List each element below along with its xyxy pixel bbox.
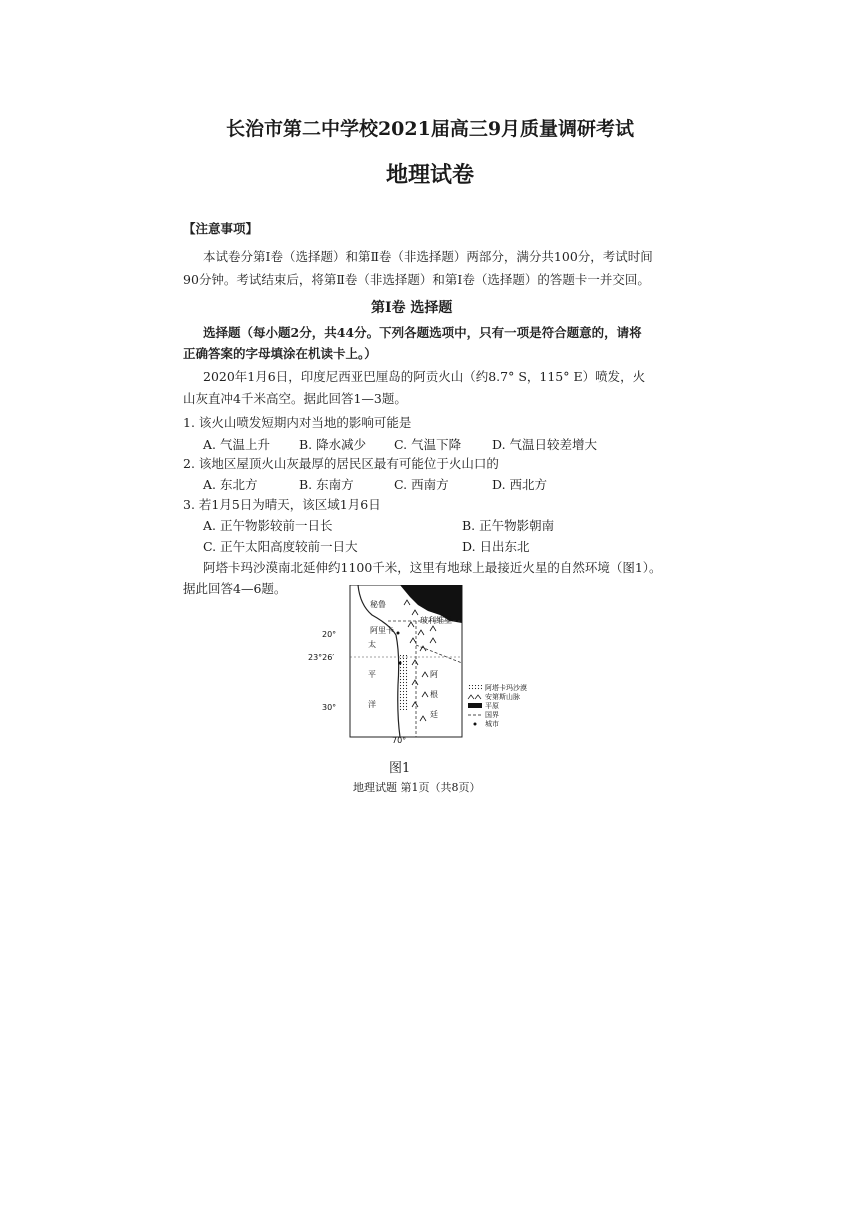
label-peru: 秘鲁	[370, 600, 386, 609]
figure-caption: 图1	[389, 761, 411, 776]
legend-city-swatch	[474, 723, 477, 726]
legend-border: 国界	[485, 711, 499, 719]
label-argentina-1: 阿	[430, 670, 438, 679]
atacama-map	[300, 585, 540, 745]
question-2-option-b: B. 东南方	[299, 477, 354, 492]
section-instruction-2: 正确答案的字母填涂在机读卡上。）	[183, 346, 377, 361]
question-2-stem: 2. 该地区屋顶火山灰最厚的居民区最有可能位于火山口的	[183, 456, 499, 471]
lat-label-23-26: 23°26′	[308, 653, 335, 662]
city-marker	[397, 632, 400, 635]
question-2-option-a: A. 东北方	[203, 477, 258, 492]
map-legend	[468, 683, 527, 728]
label-pacific-1: 太	[368, 640, 376, 649]
question-3-option-c: C. 正午太阳高度较前一日大	[203, 539, 358, 554]
section-title: 第Ⅰ卷 选择题	[371, 300, 453, 316]
label-arica: 阿里卡	[370, 626, 394, 635]
question-3-option-b: B. 正午物影朝南	[462, 518, 555, 533]
question-1-option-b: B. 降水减少	[299, 437, 367, 452]
legend-desert: 阿塔卡玛沙漠	[485, 684, 527, 692]
page-footer: 地理试题 第1页（共8页）	[353, 781, 481, 794]
passage-1-line-1: 2020年1月6日，印度尼西亚巴厘岛的阿贡火山（约8.7° S，115° E）喷发，火	[203, 369, 646, 384]
legend-mountain-swatch	[468, 695, 481, 699]
question-3-stem: 3. 若1月5日为晴天，该区域1月6日	[183, 497, 381, 512]
question-1-option-d: D. 气温日较差增大	[492, 437, 598, 452]
exam-title: 长治市第二中学校2021届高三9月质量调研考试	[225, 118, 635, 140]
label-bolivia: 玻利维亚	[420, 616, 452, 625]
legend-city: 城市	[485, 720, 499, 728]
section-instruction-1: 选择题（每小题2分，共44分。下列各题选项中，只有一项是符合题意的，请将	[203, 325, 642, 340]
label-argentina-3: 廷	[430, 710, 438, 719]
legend-plateau-swatch	[468, 703, 482, 708]
question-1-stem: 1. 该火山喷发短期内对当地的影响可能是	[183, 415, 412, 430]
label-pacific-3: 洋	[368, 700, 376, 709]
question-1-option-a: A. 气温上升	[203, 437, 270, 452]
notice-line-2: 90分钟。考试结束后，将第Ⅱ卷（非选择题）和第Ⅰ卷（选择题）的答题卡一并交回。	[183, 272, 650, 287]
passage-1-line-2: 山灰直冲4千米高空。据此回答1—3题。	[183, 391, 407, 406]
question-2-option-d: D. 西北方	[492, 477, 548, 492]
notice-line-1: 本试卷分第Ⅰ卷（选择题）和第Ⅱ卷（非选择题）两部分，满分共100分，考试时间	[203, 249, 653, 264]
label-argentina-2: 根	[430, 690, 438, 699]
legend-desert-swatch	[468, 685, 482, 690]
question-2-option-c: C. 西南方	[394, 477, 449, 492]
question-1-option-c: C. 气温下降	[394, 437, 462, 452]
legend-mountain: 安第斯山脉	[485, 693, 520, 701]
lon-label-70: 70°	[392, 736, 407, 745]
legend-plateau: 平原	[485, 702, 499, 710]
lat-label-30: 30°	[322, 703, 337, 712]
question-3-option-a: A. 正午物影较前一日长	[203, 518, 333, 533]
passage-2-line-1: 阿塔卡玛沙漠南北延伸约1100千米，这里有地球上最接近火星的自然环境（图1）。	[203, 560, 662, 575]
question-3-option-d: D. 日出东北	[462, 539, 530, 554]
exam-subtitle: 地理试卷	[385, 162, 474, 188]
notice-heading: 【注意事项】	[183, 221, 259, 236]
lat-label-20: 20°	[322, 630, 337, 639]
passage-2-line-2: 据此回答4—6题。	[183, 581, 287, 596]
city-marker	[399, 662, 402, 665]
label-pacific-2: 平	[368, 670, 376, 679]
